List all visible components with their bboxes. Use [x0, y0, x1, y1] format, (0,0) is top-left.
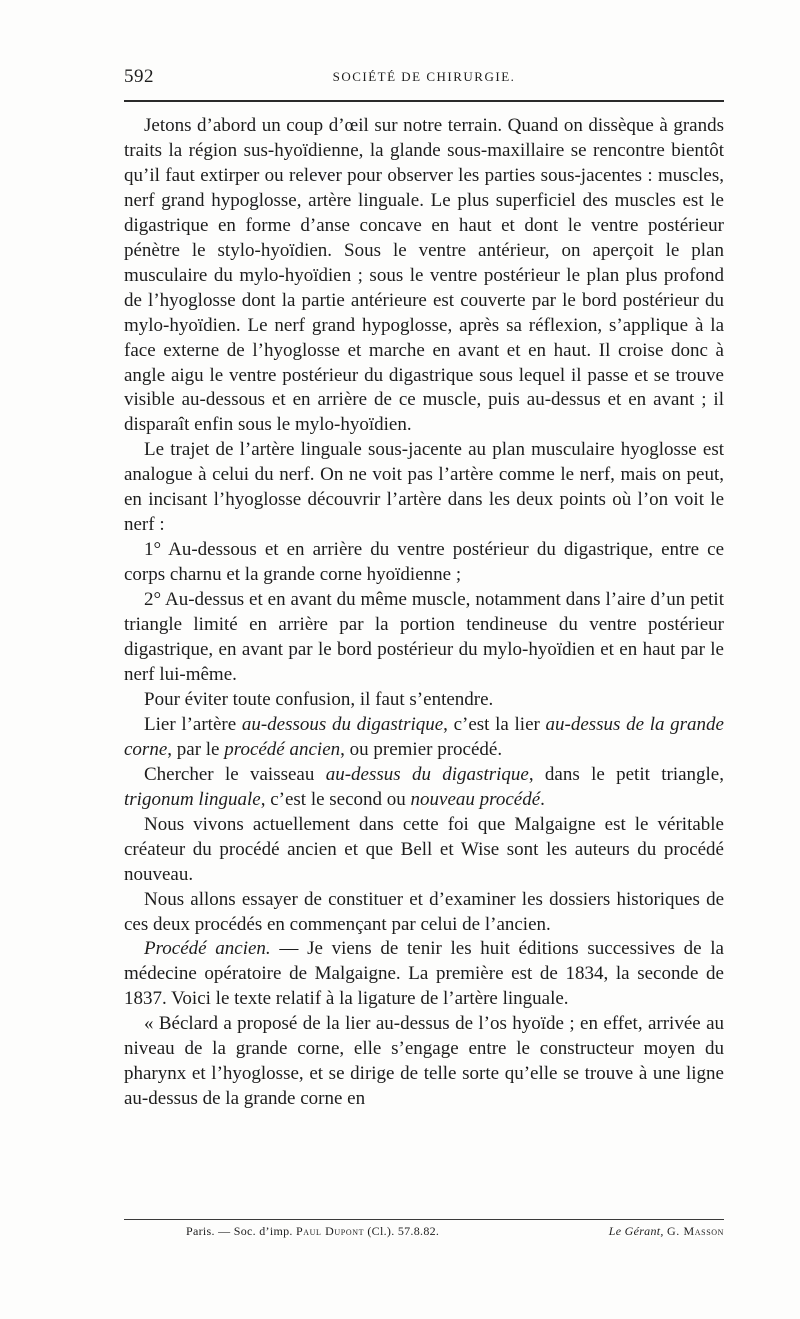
text-run: , par le: [167, 738, 225, 760]
paragraph: [124, 763, 724, 813]
page-number: 592: [124, 66, 154, 87]
text-run: , ou premier procédé.: [340, 738, 503, 760]
paragraph: [124, 888, 724, 938]
paragraph: [124, 1012, 724, 1112]
text-run: — Je viens de tenir les huit éditions successives de la médecine opératoire de Malgaigne. La première est de 1834, la seconde de 1837. Voici le texte relatif à la ligature de l’artère linguale.: [124, 938, 724, 1010]
paragraph: [124, 114, 724, 438]
paragraph: [124, 713, 724, 763]
text-run: Chercher le vaisseau: [144, 763, 326, 785]
text-run: , c’est la lier: [443, 713, 546, 735]
text-run: , dans le petit triangle,: [528, 763, 724, 785]
text-run: Pour éviter toute confusion, il faut s’entendre.: [144, 688, 494, 710]
header-rule: [124, 100, 724, 102]
manager-name: G. Masson: [667, 1224, 724, 1238]
italic-text: nouveau procédé: [410, 788, 541, 810]
italic-text: au-dessus de la grande corne: [124, 713, 724, 760]
imprint-printer-prefix: — Soc. d’imp.: [218, 1224, 293, 1238]
manager-title: Le Gérant,: [608, 1224, 664, 1238]
footer-rule: [124, 1219, 724, 1220]
italic-text: trigonum linguale: [124, 788, 261, 810]
italic-text: procédé ancien: [224, 738, 341, 760]
body-text: [124, 114, 724, 1112]
paragraph: [124, 813, 724, 888]
text-run: .: [540, 788, 545, 810]
page-footer: [124, 1224, 724, 1242]
running-title: SOCIÉTÉ DE CHIRURGIE.: [332, 69, 516, 84]
italic-text: au-dessus du digastrique: [325, 763, 529, 785]
paragraph: [124, 438, 724, 538]
imprint-place: Paris.: [186, 1224, 215, 1238]
text-run: Lier l’artère: [144, 713, 242, 735]
text-run: 2° Au-dessus et en avant du même muscle, notamment dans l’aire d’un petit triangle limité en arrière par la portion tendineuse du ventre postérieur digastrique, en avant par le bord postérieur du mylo-hyoïdien et en haut par le nerf lui-même.: [124, 589, 724, 685]
text-run: Jetons d’abord un coup d’œil sur notre terrain. Quand on dissèque à grands traits la région sus-hyoïdienne, la glande sous-maxillaire se rencontre bientôt qu’il faut extirper ou relever pour observer les parties sous-jacentes : muscles, nerf grand hypoglosse, artère linguale. Le plus superficiel des muscles est le digastrique en forme d’anse concave en haut et dont le ventre postérieur pénètre le stylo-hyoïdien. Sous le ventre antérieur, on aperçoit le plan musculaire du mylo-hyoïdien ; sous le ventre postérieur le plan plus profond de l’hyoglosse dont la partie antérieure est couverte par le bord postérieur du mylo-hyoïdien. Le nerf grand hypoglosse, après sa réflexion, s’applique à la face externe de l’hyoglosse et marche en avant et en haut. Il croise donc à angle aigu le ventre postérieur du digastrique sous lequel il passe et se trouve visible au-dessous et en arrière de ce muscle, puis au-dessus et en avant ; il disparaît enfin sous le mylo-hyoïdien.: [124, 115, 724, 436]
paragraph: [124, 538, 724, 588]
text-run: 1° Au-dessous et en arrière du ventre postérieur du digastrique, entre ce corps charnu et la grande corne hyoïdienne ;: [124, 539, 724, 586]
text-run: Nous vivons actuellement dans cette foi que Malgaigne est le véritable créateur du procédé ancien et que Bell et Wise sont les auteurs du procédé nouveau.: [124, 813, 724, 885]
text-run: « Béclard a proposé de la lier au-dessus de l’os hyoïde ; en effet, arrivée au niveau de la grande corne, elle s’engage entre le constructeur moyen du pharynx et l’hyoglosse, et se dirige de telle sorte qu’elle se trouve à une ligne au-dessus de la grande corne en: [124, 1013, 724, 1110]
page-header: [124, 66, 724, 90]
printer-imprint: [186, 1224, 439, 1239]
italic-text: Procédé ancien.: [144, 938, 271, 960]
imprint-printer-suffix: (Cl.). 57.8.82.: [367, 1224, 440, 1238]
text-run: Nous allons essayer de constituer et d’examiner les dossiers historiques de ces deux procédés en commençant par celui de l’ancien.: [124, 888, 724, 935]
text-run: , c’est le second ou: [260, 788, 411, 810]
italic-text: au-dessous du digastrique: [241, 713, 444, 735]
imprint-printer-name: Paul Dupont: [296, 1224, 365, 1238]
paragraph: [124, 688, 724, 713]
text-run: Le trajet de l’artère linguale sous-jacente au plan musculaire hyoglosse est analogue à celui du nerf. On ne voit pas l’artère comme le nerf, mais on peut, en incisant l’hyoglosse découvrir l’artère dans les deux points où l’on voit le nerf :: [124, 439, 724, 536]
paragraph: [124, 937, 724, 1012]
paragraph: [124, 588, 724, 688]
manager-credit: [609, 1224, 724, 1239]
